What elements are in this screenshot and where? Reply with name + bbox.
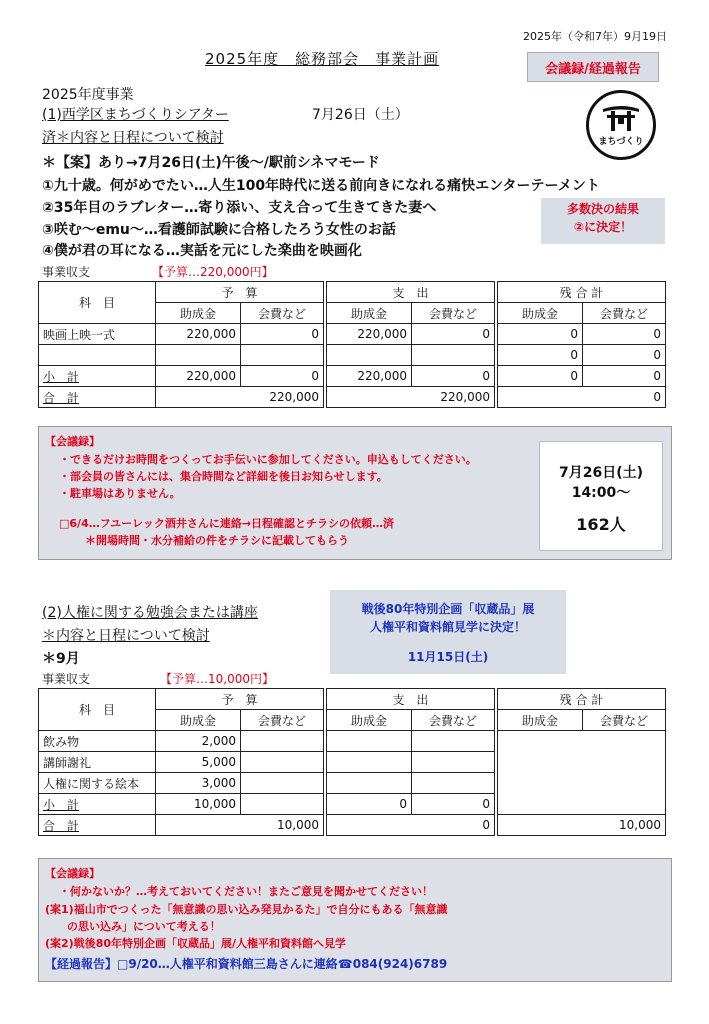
panel-line: (案1)福山市でつくった「無意識の思い込み発見かるた」で自分にもある「無意識 (45, 903, 448, 916)
section1-status: 済＊内容と日程について検討 (42, 130, 224, 146)
table-row (39, 345, 666, 366)
col-fees: 会費など (583, 710, 666, 731)
cell: 0 (498, 387, 666, 408)
section1-plan: ＊【案】あり→7月26日(土)午後〜/駅前シネマモード (42, 155, 380, 171)
vote-note-line: ②に決定！ (573, 220, 633, 234)
decision-line: 人権平和資料館見学に決定！ (369, 620, 526, 634)
list-item: ④僕が君の耳になる…実話を元にした楽曲を映画化 (42, 243, 362, 259)
meeting-notes-panel-2 (38, 858, 672, 982)
cell (39, 345, 156, 366)
cell: 0 (327, 815, 495, 836)
col-fees: 会費など (583, 303, 666, 324)
col-fees: 会費など (241, 303, 324, 324)
col-budget: 予 算 (156, 689, 324, 710)
col-grant: 助成金 (327, 710, 412, 731)
col-balance: 残 合 計 (498, 282, 666, 303)
budget-label: 事業収支 (42, 672, 91, 686)
cell: 飲み物 (39, 731, 156, 752)
cell: 220,000 (156, 387, 324, 408)
cell (412, 752, 495, 773)
cell: 2,000 (156, 731, 241, 752)
section2-heading: (2)人権に関する勉強会または講座 (42, 605, 258, 621)
cell: 人権に関する絵本 (39, 773, 156, 794)
cell: 10,000 (156, 794, 241, 815)
col-balance: 残 合 計 (498, 689, 666, 710)
col-grant: 助成金 (498, 303, 583, 324)
cell: 0 (327, 794, 412, 815)
vote-note-line: 多数決の結果 (566, 202, 639, 216)
cell (327, 345, 412, 366)
panel-line: ・駐車場はありません。 (59, 487, 181, 500)
list-item: ②35年目のラブレター…寄り添い、支え合って生きてきた妻へ (42, 200, 437, 216)
cell: 0 (412, 324, 495, 345)
budget-amount: 【予算…10,000円】 (160, 672, 274, 686)
status-badge: 会議録/経過報告 (527, 52, 659, 82)
cell (327, 752, 412, 773)
event-time: 14:00〜 (571, 485, 631, 501)
col-expense: 支 出 (327, 689, 495, 710)
cell (156, 345, 241, 366)
budget-label: 事業収支 (42, 265, 91, 279)
section2-status: ＊内容と日程について検討 (42, 628, 210, 644)
col-grant: 助成金 (327, 303, 412, 324)
cell: 0 (583, 324, 666, 345)
cell (412, 731, 495, 752)
list-item: ①九十歳。何がめでたい…人生100年時代に送る前向きになれる痛快エンターテーメント (42, 178, 600, 194)
panel-task-note: ＊開場時間・水分補給の件をチラシに記載してもらう (85, 534, 349, 547)
cell: 10,000 (156, 815, 324, 836)
section1-date: 7月26日（土） (312, 107, 409, 123)
col-subject: 科 目 (39, 689, 156, 731)
event-summary (539, 441, 663, 551)
vote-note (541, 198, 665, 244)
cell: 0 (498, 366, 583, 387)
cell: 220,000 (327, 324, 412, 345)
cell (412, 773, 495, 794)
decision-line: 戦後80年特別企画「収蔵品」展 (361, 602, 535, 616)
cell (241, 345, 324, 366)
decision-date: 11月15日(土) (407, 650, 489, 664)
cell: 220,000 (327, 366, 412, 387)
cell: 220,000 (327, 387, 495, 408)
cell: 小 計 (39, 366, 156, 387)
meeting-notes-panel-1 (38, 426, 672, 560)
section1-heading: (1)西学区まちづくりシアター (42, 107, 229, 123)
section2-month: ＊9月 (42, 651, 80, 667)
cell (412, 345, 495, 366)
panel-line: ・できるだけお時間をつくってお手伝いに参加してください。申込もしてください。 (59, 453, 477, 466)
col-fees: 会費など (412, 710, 495, 731)
attendance: 162人 (576, 515, 626, 534)
document-date: 2025年（令和7年）9月19日 (523, 30, 667, 43)
panel-label: 【会議録】 (45, 867, 100, 880)
panel-task: □6/4…フユーレック酒井さんに連絡→日程確認とチラシの依頼…済 (59, 517, 395, 530)
cell: 0 (412, 794, 495, 815)
cell: 0 (498, 324, 583, 345)
cell: 0 (583, 345, 666, 366)
cell: 0 (583, 366, 666, 387)
cell: 合 計 (39, 387, 156, 408)
col-grant: 助成金 (498, 710, 583, 731)
panel-line: ・何かないか？…考えておいてください！またご意見を聞かせてください！ (59, 885, 433, 898)
col-budget: 予 算 (156, 282, 324, 303)
panel-line: の思い込み」について考える！ (45, 920, 221, 933)
cell: 10,000 (498, 815, 666, 836)
col-grant: 助成金 (156, 710, 241, 731)
logo-text: まちづくり (598, 137, 644, 147)
panel-line: ・部会員の皆さんには、集合時間など詳細を後日お知らせします。 (59, 470, 388, 483)
cell: 220,000 (156, 324, 241, 345)
subtotal-row (39, 366, 666, 387)
cell (241, 773, 324, 794)
cell (498, 731, 666, 815)
decision-note (330, 590, 566, 674)
torii-gate-icon (601, 103, 641, 133)
cell: 0 (241, 324, 324, 345)
budget-table-2 (38, 688, 666, 836)
budget-amount: 【予算…220,000円】 (152, 265, 274, 279)
table-row (39, 731, 666, 752)
cell: 合 計 (39, 815, 156, 836)
budget-table-1 (38, 281, 666, 408)
col-fees: 会費など (241, 710, 324, 731)
logo (586, 90, 656, 160)
cell: 0 (412, 366, 495, 387)
cell: 講師謝礼 (39, 752, 156, 773)
cell: 0 (241, 366, 324, 387)
list-item: ③咲む〜emu〜…看護師試験に合格したろう女性のお話 (42, 222, 396, 238)
cell (241, 752, 324, 773)
cell: 3,000 (156, 773, 241, 794)
cell: 小 計 (39, 794, 156, 815)
cell: 映画上映一式 (39, 324, 156, 345)
cell (241, 794, 324, 815)
col-subject: 科 目 (39, 282, 156, 324)
cell (327, 731, 412, 752)
progress-report: 【経過報告】□9/20…人権平和資料館三島さんに連絡☎084(924)6789 (45, 957, 448, 971)
cell (327, 773, 412, 794)
total-row (39, 387, 666, 408)
panel-label: 【会議録】 (45, 435, 100, 448)
cell: 220,000 (156, 366, 241, 387)
total-row (39, 815, 666, 836)
cell: 0 (498, 345, 583, 366)
table-row (39, 324, 666, 345)
page-title: 2025年度 総務部会 事業計画 (205, 50, 440, 68)
cell (241, 731, 324, 752)
col-grant: 助成金 (156, 303, 241, 324)
col-fees: 会費など (412, 303, 495, 324)
panel-line: (案2)戦後80年特別企画「収蔵品」展/人権平和資料館へ見学 (45, 937, 347, 950)
col-expense: 支 出 (327, 282, 495, 303)
year-heading: 2025年度事業 (42, 87, 134, 103)
cell: 5,000 (156, 752, 241, 773)
event-date: 7月26日(土) (558, 465, 644, 481)
